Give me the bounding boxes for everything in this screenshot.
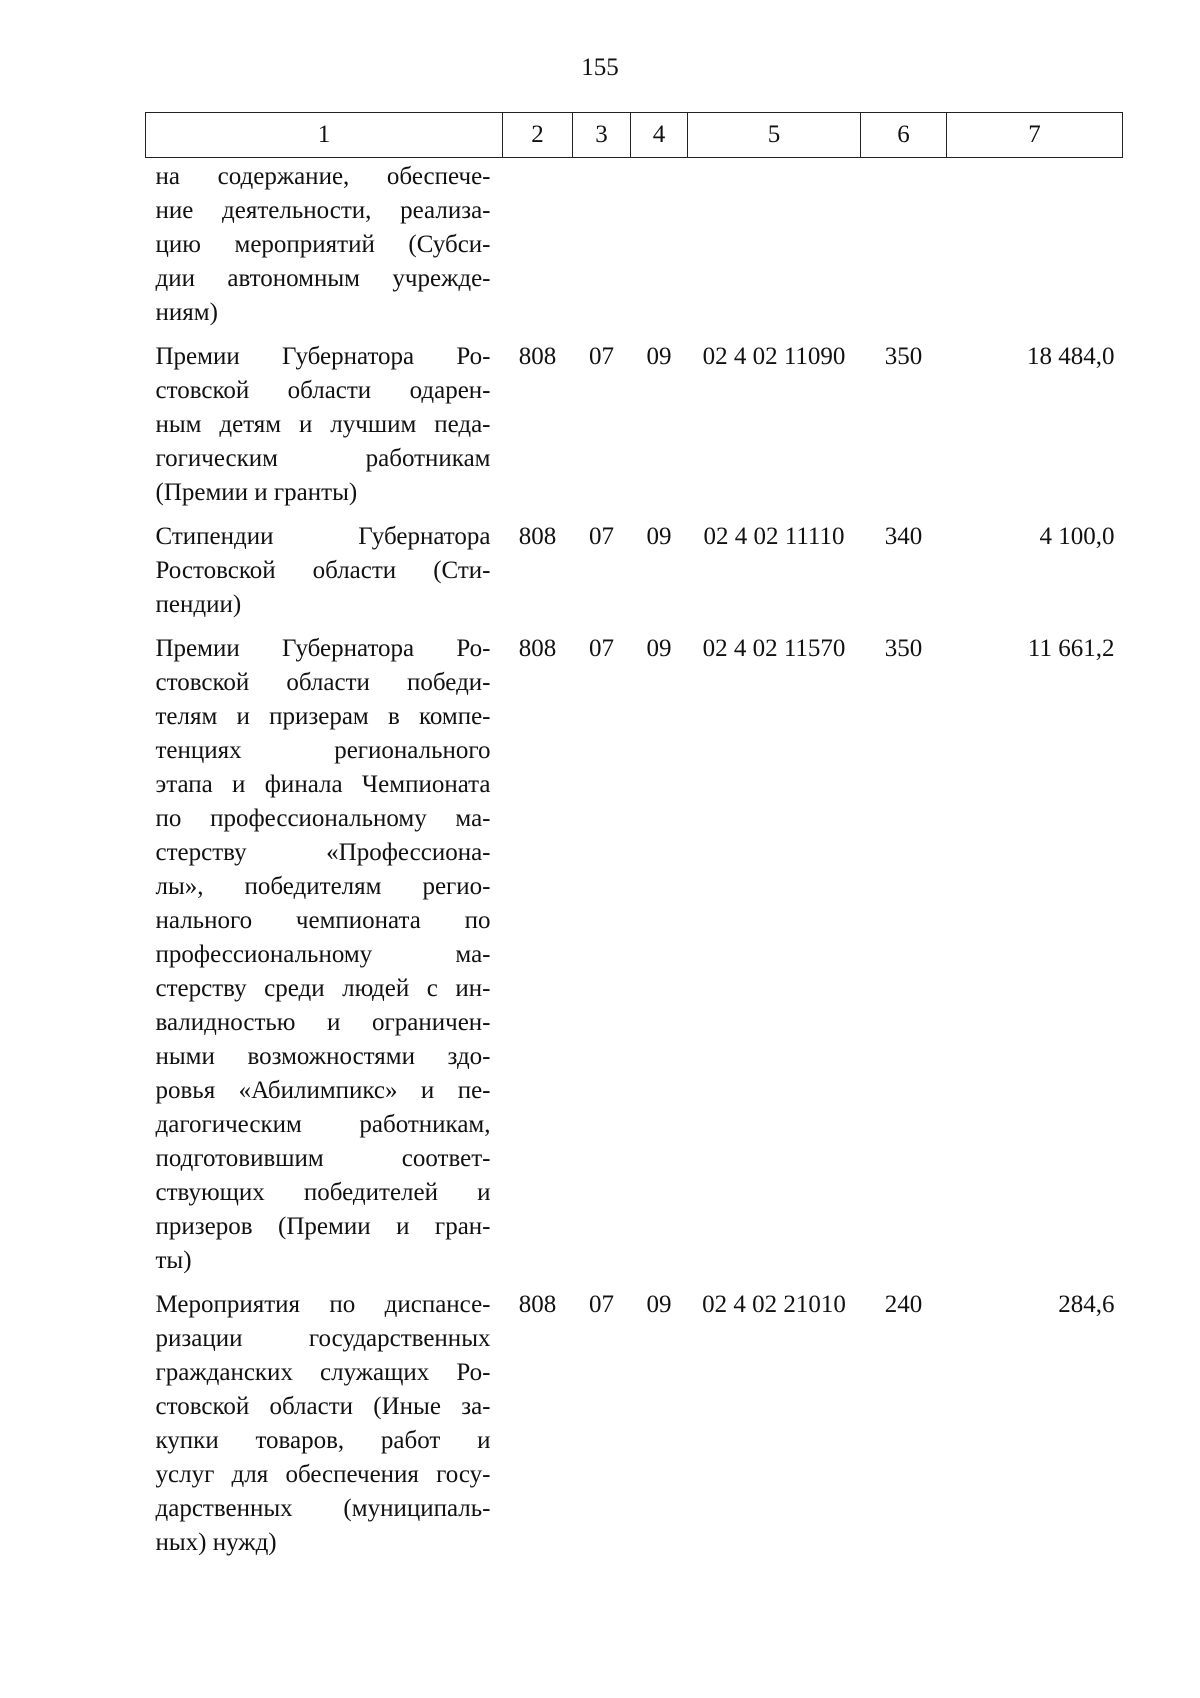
description-line: услуг для обеспечения госу- (155, 1461, 491, 1488)
description-line: дии автономным учрежде- (155, 265, 491, 292)
description-line: ние деятельности, реализа- (155, 197, 491, 224)
ministry-code: 808 (518, 1291, 557, 1318)
description-line: ты) (155, 1247, 192, 1274)
table-row (146, 330, 1123, 510)
page-number: 155 (581, 54, 619, 81)
amount-value: 4 100,0 (1039, 523, 1115, 550)
column-header-1: 1 (146, 113, 503, 158)
description-line: купки товаров, работ и (155, 1427, 491, 1454)
row-description (146, 622, 503, 1278)
description-line: телям и призерам в компе- (155, 703, 491, 730)
description-line: валидностью и ограничен- (155, 1009, 491, 1036)
description-line: стовской области одарен- (155, 377, 491, 404)
row-description (146, 510, 503, 622)
table-header-row (146, 113, 1123, 158)
description-line: стерству «Профессиона- (155, 839, 491, 866)
description-line: стерству среди людей с ин- (155, 975, 491, 1002)
section-code: 07 (589, 635, 614, 662)
table-row (146, 158, 1123, 331)
description-line: (Премии и гранты) (155, 479, 358, 506)
description-line: Ростовской области (Сти- (155, 557, 491, 584)
description-line: ным детям и лучшим педа- (155, 411, 491, 438)
row-description (146, 158, 503, 331)
section-code: 07 (589, 1291, 614, 1318)
description-line: стовской области победи- (155, 669, 491, 696)
amount-value (947, 158, 1123, 331)
target-article-code (688, 158, 861, 331)
description-line: гражданских служащих Ро- (155, 1359, 491, 1386)
target-article-code: 02 4 02 11570 (702, 635, 846, 662)
amount-value: 11 661,2 (1027, 635, 1115, 662)
description-line: ными возможностями здо- (155, 1043, 491, 1070)
description-line: ных) нужд) (155, 1529, 277, 1556)
target-article-code: 02 4 02 21010 (702, 1291, 846, 1318)
ministry-code: 808 (518, 635, 557, 662)
description-line: дарственных (муниципаль- (155, 1495, 491, 1522)
table-row (146, 1278, 1123, 1560)
description-line: стовской области (Иные за- (155, 1393, 491, 1420)
description-line: Стипендии Губернатора (155, 523, 491, 550)
subsection-code: 09 (646, 1291, 672, 1318)
description-line: Премии Губернатора Ро- (155, 343, 491, 370)
subsection-code: 09 (646, 343, 672, 370)
column-header-6: 6 (861, 113, 947, 158)
description-line: ризации государственных (155, 1325, 491, 1352)
description-line: профессиональному ма- (155, 941, 491, 968)
expense-type-code: 350 (884, 635, 923, 662)
description-line: гогическим работникам (155, 445, 491, 472)
subsection-code (631, 158, 688, 331)
target-article-code: 02 4 02 11090 (702, 343, 846, 370)
description-line: Премии Губернатора Ро- (155, 635, 491, 662)
section-code: 07 (589, 343, 614, 370)
target-article-code: 02 4 02 11110 (703, 523, 845, 550)
subsection-code: 09 (646, 523, 672, 550)
ministry-code: 808 (518, 343, 557, 370)
description-line: цию мероприятий (Субси- (155, 231, 491, 258)
table-row (146, 622, 1123, 1278)
description-line: тенциях регионального (155, 737, 491, 764)
column-header-5: 5 (688, 113, 861, 158)
budget-table (145, 112, 1123, 1560)
ministry-code: 808 (518, 523, 557, 550)
ministry-code (503, 158, 573, 331)
description-line: по профессиональному ма- (155, 805, 491, 832)
description-line: лы», победителям регио- (155, 873, 491, 900)
description-line: призеров (Премии и гран- (155, 1213, 491, 1240)
expense-type-code: 240 (884, 1291, 923, 1318)
expense-type-code (861, 158, 947, 331)
description-line: ниям) (155, 299, 218, 326)
subsection-code: 09 (646, 635, 672, 662)
description-line: ствующих победителей и (155, 1179, 491, 1206)
description-line: Мероприятия по диспансе- (155, 1291, 491, 1318)
description-line: подготовившим соответ- (155, 1145, 491, 1172)
expense-type-code: 350 (884, 343, 923, 370)
column-header-7: 7 (947, 113, 1123, 158)
description-line: пендии) (155, 591, 242, 618)
description-line: ровья «Абилимпикс» и пе- (155, 1077, 491, 1104)
table-row (146, 510, 1123, 622)
description-line: нального чемпионата по (155, 907, 491, 934)
row-description (146, 1278, 503, 1560)
description-line: дагогическим работникам, (155, 1111, 491, 1138)
section-code: 07 (589, 523, 614, 550)
column-header-3: 3 (573, 113, 631, 158)
expense-type-code: 340 (884, 523, 923, 550)
table-body (146, 158, 1123, 1561)
description-line: на содержание, обеспече- (155, 163, 491, 190)
description-line: этапа и финала Чемпионата (155, 771, 491, 798)
row-description (146, 330, 503, 510)
amount-value: 18 484,0 (1027, 343, 1115, 370)
amount-value: 284,6 (1058, 1291, 1115, 1318)
column-header-4: 4 (631, 113, 688, 158)
section-code (573, 158, 631, 331)
column-header-2: 2 (503, 113, 573, 158)
